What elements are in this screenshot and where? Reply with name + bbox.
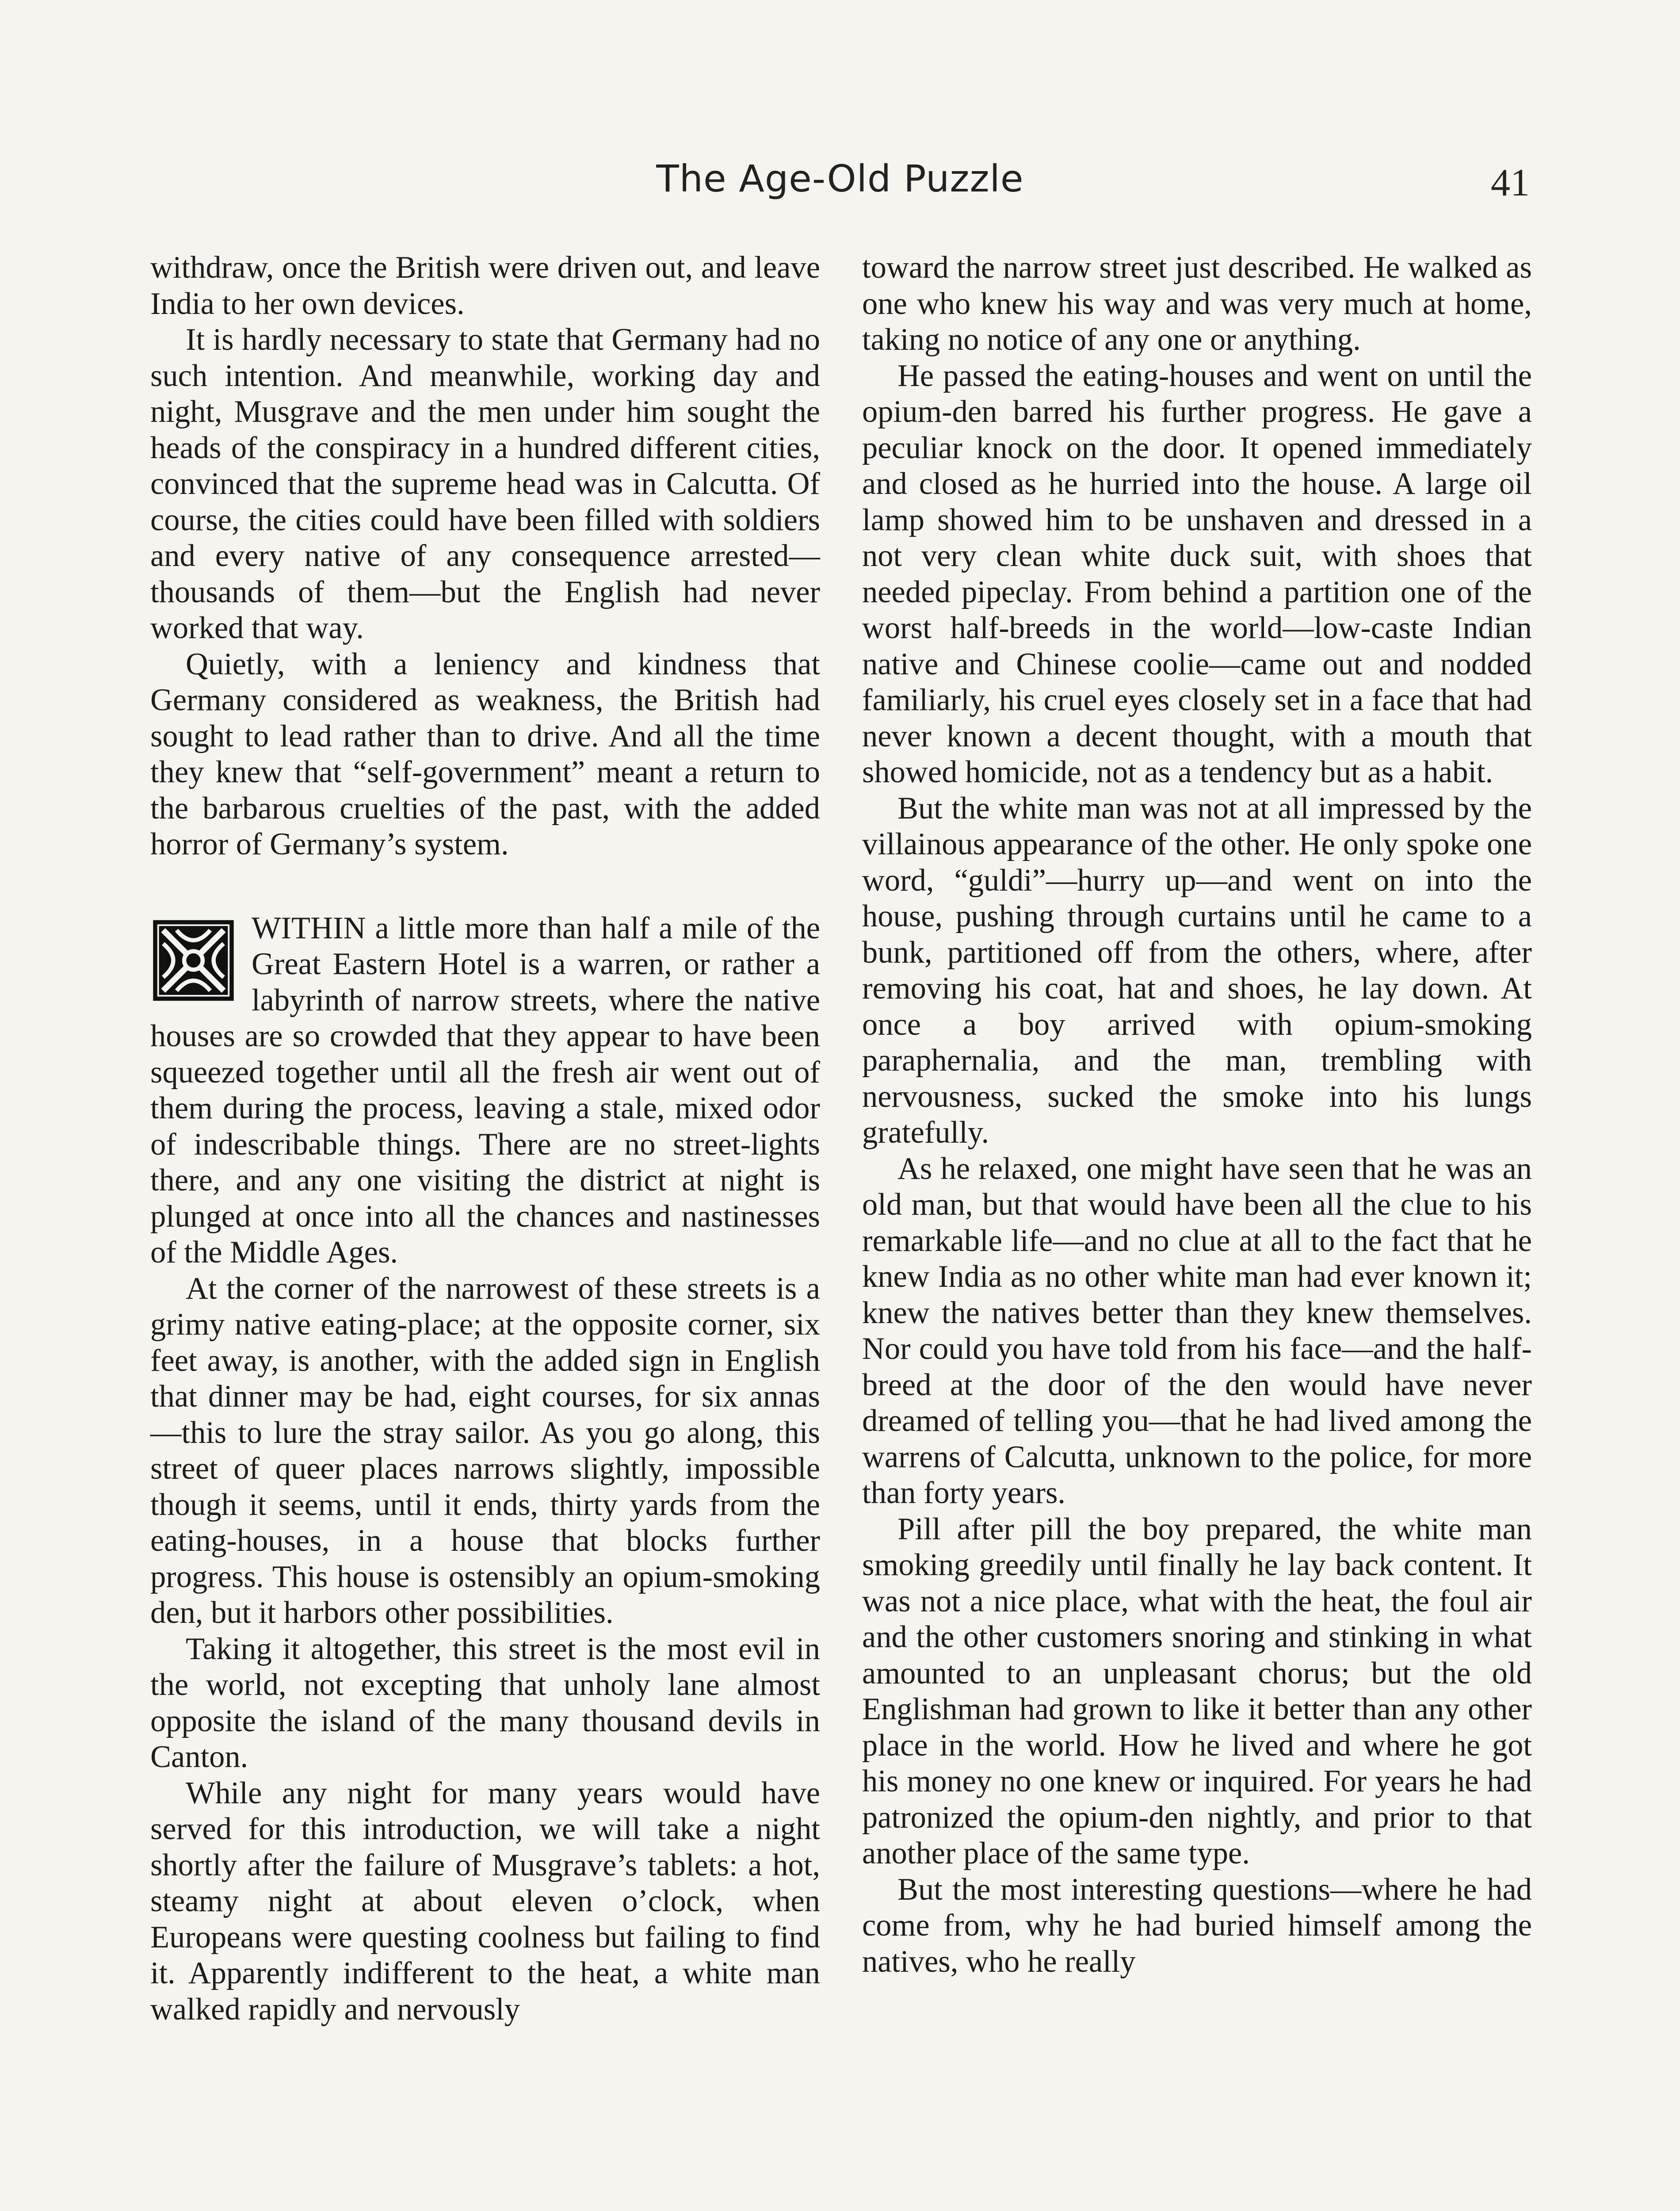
paragraph: Pill after pill the boy prepared, the white man smoking greedily until finally he lay back content. It was not a nice place, what with the heat, the foul air and the other customers snoring and stinking in what amounted to an unpleasant chorus; but the old Englishman had grown to like it better than any other place in the world. How he lived and where he got his money no one knew or inquired. For years he had patronized the opium-den nightly, and prior to that another place of the same type. (862, 1511, 1532, 1871)
paragraph: He passed the eating-houses and went on until the opium-den barred his further progress. He gave a peculiar knock on the door. It opened immediately and closed as he hurried into the house. A large oil lamp showed him to be unshaven and dressed in a not very clean white duck suit, with shoes that needed pipeclay. From behind a partition one of the worst half-breeds in the world—low-caste Indian native and Chinese coolie—came out and nodded familiarly, his cruel eyes closely set in a face that had never known a decent thought, with a mouth that showed homicide, not as a tendency but as a habit. (862, 358, 1532, 789)
paragraph: toward the narrow street just described. He walked as one who knew his way and was very much at home, taking no notice of any one or anything. (862, 250, 1532, 357)
paragraph: Taking it altogether, this street is the most evil in the world, not excepting that unholy lane almost opposite the island of the many thousand devils in Canton. (150, 1631, 820, 1774)
paragraph: withdraw, once the British were driven out, and leave India to her own devices. (150, 250, 820, 321)
paragraph: Quietly, with a leniency and kindness that Germany considered as weakness, the British had sought to lead rather than to drive. And all the time they knew that “self-government” meant a return to the barbarous cruelties of the past, with the added horror of Germany’s system. (150, 646, 820, 861)
ornamental-knot-icon (150, 918, 237, 1002)
paragraph: At the corner of the narrowest of these streets is a grimy native eating-place; at the opposite corner, six feet away, is another, with the added sign in English that dinner may be had, eight courses, for six annas—this to lure the stray sailor. As you go along, this street of queer places narrows slightly, impossible though it seems, until it ends, thirty yards from the eating-houses, in a house that blocks further progress. This house is ostensibly an opium-smoking den, but it harbors other possibilities. (150, 1271, 820, 1630)
left-column (150, 250, 820, 2027)
section-opening (150, 910, 820, 1271)
page-number: 41 (1491, 161, 1530, 204)
paragraph: WITHIN a little more than half a mile of the Great Eastern Hotel is a warren, or rather a labyrinth of narrow streets, where the native houses are so crowded that they appear to have been squeezed together until all the fresh air went out of them during the process, leaving a stale, mixed odor of indescribable things. There are no street-lights there, and any one visiting the district at night is plunged at once into all the chances and nastinesses of the Middle Ages. (150, 910, 820, 1270)
right-column (862, 250, 1532, 1980)
paragraph: It is hardly necessary to state that Germany had no such intention. And meanwhile, working day and night, Musgrave and the men under him sought the heads of the conspiracy in a hundred different cities, convinced that the supreme head was in Calcutta. Of course, the cities could have been filled with soldiers and every native of any consequence arrested—thousands of them—but the English had never worked that way. (150, 322, 820, 645)
running-head: The Age-Old Puzzle (656, 157, 1024, 200)
paragraph: While any night for many years would have served for this introduction, we will take a night shortly after the failure of Musgrave’s tablets: a hot, steamy night at about eleven o’clock, when Europeans were questing coolness but failing to find it. Apparently indifferent to the heat, a white man walked rapidly and nervously (150, 1775, 820, 2027)
paragraph: But the most interesting questions—where he had come from, why he had buried himself among the natives, who he really (862, 1872, 1532, 1979)
page-header (150, 157, 1530, 210)
paragraph: But the white man was not at all impressed by the villainous appearance of the other. He only spoke one word, “guldi”—hurry up—and went on into the house, pushing through curtains until he came to a bunk, partitioned off from the others, where, after removing his coat, hat and shoes, he lay down. At once a boy arrived with opium-smoking paraphernalia, and the man, trembling with nervousness, sucked the smoke into his lungs gratefully. (862, 791, 1532, 1150)
paragraph: As he relaxed, one might have seen that he was an old man, but that would have been all the clue to his remarkable life—and no clue at all to the fact that he knew India as no other white man had ever known it; knew the natives better than they knew themselves. Nor could you have told from his face—and the half-breed at the door of the den would have never dreamed of telling you—that he had lived among the warrens of Calcutta, unknown to the police, for more than forty years. (862, 1151, 1532, 1510)
